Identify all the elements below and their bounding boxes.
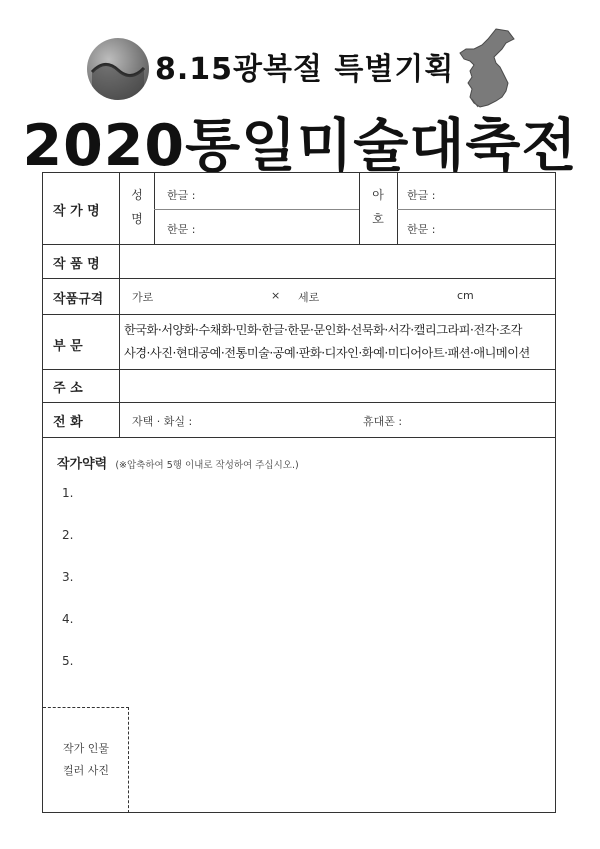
- width-label: 가로: [132, 291, 154, 304]
- bio-line-number: 1.: [62, 486, 74, 500]
- label-column-divider: [119, 173, 120, 437]
- name-hanja-label: 한문 :: [167, 223, 196, 236]
- bio-header: [57, 453, 299, 472]
- unit-label: cm: [457, 289, 474, 302]
- alias-hanja-label: 한문 :: [407, 223, 436, 236]
- bio-line-number: 3.: [62, 570, 74, 584]
- categories-line-1: 한국화·서양화·수채화·민화·한글·한문·문인화·선묵화·서각·캘리그라피·전각·조각: [124, 323, 522, 337]
- photo-label-line-1: 작가 인물: [62, 742, 109, 755]
- photo-placeholder[interactable]: [43, 707, 129, 813]
- page-title: 2020통일미술대축전: [22, 113, 578, 179]
- work-title-label: 작 품 명: [53, 257, 100, 272]
- taegeuk-emblem-icon: [87, 38, 149, 100]
- category-label: 부 문: [53, 339, 83, 354]
- alias-inner-divider: [397, 209, 555, 210]
- name-hangul-label: 한글 :: [167, 189, 196, 202]
- alias-col-label: 아 호: [372, 188, 384, 226]
- application-form: [42, 172, 556, 813]
- artist-name-label: 작 가 명: [53, 204, 100, 219]
- phone-label: 전 화: [53, 415, 83, 430]
- bio-line-number: 2.: [62, 528, 74, 542]
- home-phone-label: 자택 · 화실 :: [132, 415, 193, 428]
- alias-col-divider: [359, 173, 360, 244]
- bio-title: 작가약력: [57, 457, 108, 472]
- row-divider: [43, 437, 555, 438]
- times-sign: ×: [271, 289, 281, 302]
- bio-line-number: 4.: [62, 612, 74, 626]
- mobile-phone-label: 휴대폰 :: [363, 415, 403, 428]
- work-size-label: 작품규격: [53, 292, 104, 307]
- name-col-label: 성 명: [131, 188, 143, 226]
- address-label: 주 소: [53, 381, 83, 396]
- height-label: 세로: [298, 291, 320, 304]
- bio-line-number: 5.: [62, 654, 74, 668]
- bio-note: (※압축하여 5행 이내로 작성하여 주십시오.): [115, 460, 299, 471]
- korea-map-icon: [458, 27, 516, 109]
- alias-hangul-label: 한글 :: [407, 189, 436, 202]
- event-subtitle: 8.15광복절 특별기획: [155, 52, 455, 87]
- categories-line-2: 사경·사진·현대공예·전통미술·공예·판화·디자인·화예·미디어아트·패션·애니메이션: [124, 346, 530, 360]
- name-inner-divider: [154, 209, 359, 210]
- photo-label-line-2: 컬러 사진: [62, 764, 109, 777]
